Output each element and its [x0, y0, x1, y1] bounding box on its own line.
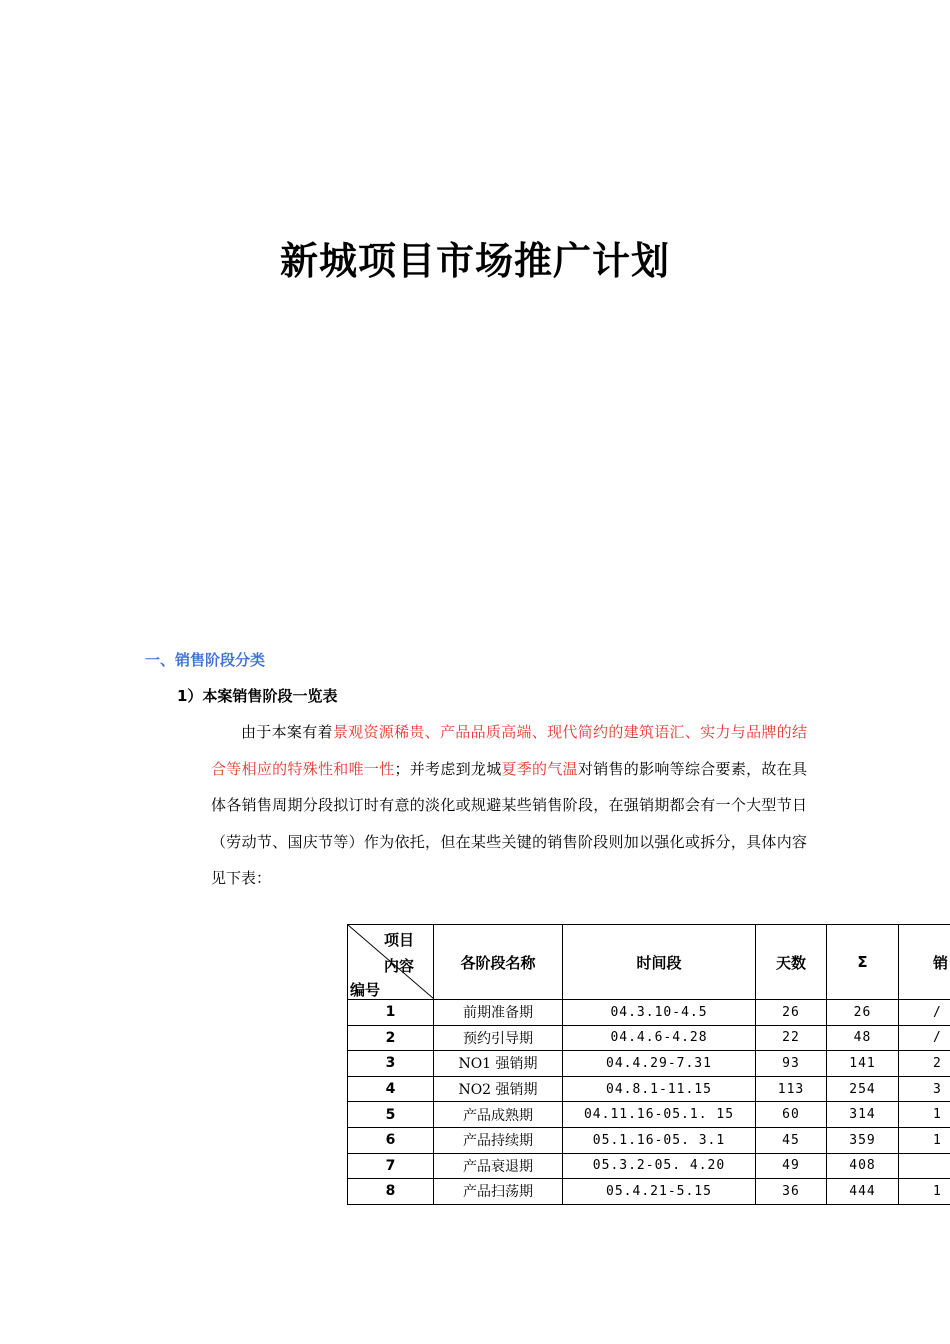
table-row — [348, 1051, 950, 1077]
row-sum: 359 — [827, 1127, 899, 1153]
table-row — [348, 1000, 950, 1026]
row-days: 113 — [756, 1076, 827, 1102]
sales-stage-table — [347, 924, 950, 1205]
row-period: 05.4.21-5.15 — [563, 1179, 756, 1205]
row-number: 3 — [348, 1051, 434, 1077]
row-period: 04.8.1-11.15 — [563, 1076, 756, 1102]
row-number: 6 — [348, 1127, 434, 1153]
row-sum: 408 — [827, 1153, 899, 1179]
table-row — [348, 1025, 950, 1051]
header-number-label: 编号 — [350, 981, 381, 999]
sub-heading: 1）本案销售阶段一览表 — [177, 687, 338, 705]
row-period: 04.3.10-4.5 — [563, 1000, 756, 1026]
row-number: 8 — [348, 1179, 434, 1205]
row-stage-name: NO2 强销期 — [434, 1076, 563, 1102]
row-days: 45 — [756, 1127, 827, 1153]
paragraph-text: 由于本案有着 — [241, 723, 333, 741]
row-days: 93 — [756, 1051, 827, 1077]
header-sales-partial: 销 — [899, 925, 950, 1000]
header-days: 天数 — [756, 925, 827, 1000]
row-extra: 1 — [899, 1102, 950, 1128]
table-row — [348, 1153, 950, 1179]
row-extra: / — [899, 1000, 950, 1026]
row-number: 2 — [348, 1025, 434, 1051]
table-row — [348, 1127, 950, 1153]
document-title: 新城项目市场推广计划 — [279, 239, 670, 283]
row-period: 04.11.16-05.1. 15 — [563, 1102, 756, 1128]
row-extra: 1 — [899, 1127, 950, 1153]
row-days: 36 — [756, 1179, 827, 1205]
header-project-label: 项目 — [384, 931, 415, 949]
row-extra: 3 — [899, 1076, 950, 1102]
row-number: 1 — [348, 1000, 434, 1026]
row-period: 05.3.2-05. 4.20 — [563, 1153, 756, 1179]
table-row — [348, 1179, 950, 1205]
row-number: 4 — [348, 1076, 434, 1102]
row-extra: 2 — [899, 1051, 950, 1077]
row-period: 04.4.29-7.31 — [563, 1051, 756, 1077]
row-sum: 444 — [827, 1179, 899, 1205]
row-period: 05.1.16-05. 3.1 — [563, 1127, 756, 1153]
row-sum: 141 — [827, 1051, 899, 1077]
row-extra: / — [899, 1025, 950, 1051]
row-sum: 254 — [827, 1076, 899, 1102]
row-number: 7 — [348, 1153, 434, 1179]
row-days: 26 — [756, 1000, 827, 1026]
row-sum: 26 — [827, 1000, 899, 1026]
row-sum: 314 — [827, 1102, 899, 1128]
row-period: 04.4.6-4.28 — [563, 1025, 756, 1051]
row-stage-name: NO1 强销期 — [434, 1051, 563, 1077]
header-period: 时间段 — [563, 925, 756, 1000]
diagonal-header-cell — [348, 925, 434, 1000]
row-days: 60 — [756, 1102, 827, 1128]
row-sum: 48 — [827, 1025, 899, 1051]
row-days: 22 — [756, 1025, 827, 1051]
highlighted-features: 景观资源稀贵、产品品质高端、现代简约的建筑语汇、实力与品牌的结合等相应的特殊性和唯一性 — [211, 723, 807, 778]
header-sum: Σ — [827, 925, 899, 1000]
row-stage-name: 产品持续期 — [434, 1127, 563, 1153]
table-row — [348, 1076, 950, 1102]
intro-paragraph — [211, 714, 807, 897]
section-heading: 一、销售阶段分类 — [145, 651, 266, 669]
paragraph-text: ；并考虑到龙城 — [394, 759, 502, 778]
row-stage-name: 产品成熟期 — [434, 1102, 563, 1128]
row-days: 49 — [756, 1153, 827, 1179]
row-stage-name: 产品扫荡期 — [434, 1179, 563, 1205]
row-extra: 1 — [899, 1179, 950, 1205]
header-content-label: 内容 — [384, 957, 415, 975]
highlighted-climate: 夏季的气温 — [501, 759, 578, 778]
row-stage-name: 预约引导期 — [434, 1025, 563, 1051]
row-stage-name: 前期准备期 — [434, 1000, 563, 1026]
paragraph-text: 对销售的影响等综合要素，故在具体各销售周期分段拟订时有意的淡化或规避某些销售阶段，在强销期都会有一个大型节日（劳动节、国庆节等）作为依托，但在某些关键的销售阶段则加以强化或拆分，具体内容见下表： — [211, 759, 807, 887]
table-row — [348, 1102, 950, 1128]
row-extra — [899, 1153, 950, 1179]
row-stage-name: 产品衰退期 — [434, 1153, 563, 1179]
row-number: 5 — [348, 1102, 434, 1128]
stage-table-container — [347, 924, 950, 1205]
header-stage-name: 各阶段名称 — [434, 925, 563, 1000]
table-header-row — [348, 925, 950, 1000]
